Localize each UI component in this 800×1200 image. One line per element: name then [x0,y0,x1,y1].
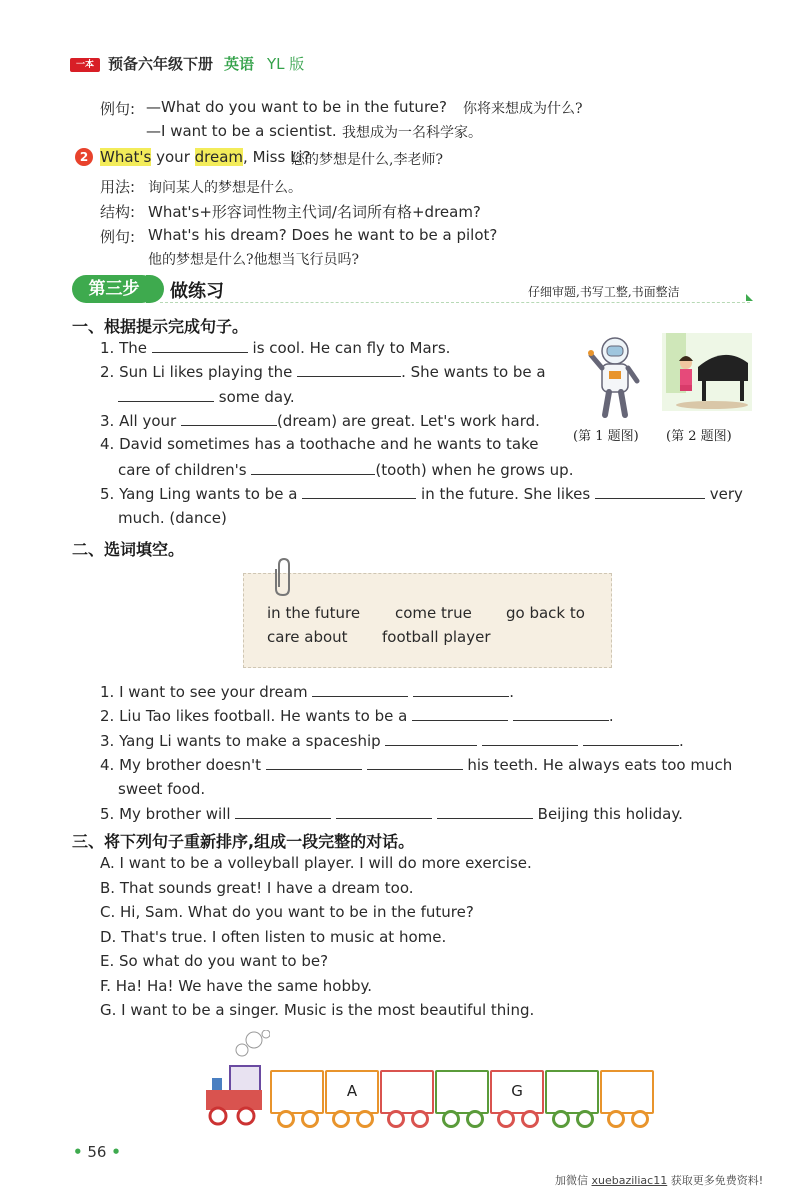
train-car-answer-box[interactable] [490,1070,544,1114]
s1-q4-cont: care of children's (tooth) when he grows up. [118,461,574,479]
answer-blank[interactable] [235,804,331,819]
answer-blank[interactable] [595,484,705,499]
train-wheel [332,1110,350,1128]
publisher-logo: 一本 [70,58,100,72]
usage-label: 用法: [100,178,136,196]
train-car-answer-box[interactable] [270,1070,324,1114]
word-option[interactable]: care about [267,628,348,646]
dialogue-line: A. I want to be a volleyball player. I will do more exercise. [100,854,532,872]
answer-blank[interactable] [181,411,277,426]
answer-blank[interactable] [583,731,679,746]
locomotive-icon [200,1030,270,1130]
corner-triangle-icon [746,294,753,301]
train-wheel [442,1110,460,1128]
point-2-heading [100,148,311,166]
section-1-title: 一、根据提示完成句子。 [72,317,249,336]
paperclip-icon [272,557,294,597]
dialogue-line: F. Ha! Ha! We have the same hobby. [100,977,373,995]
point-number-badge: 2 [75,148,93,166]
s2-q3: 3. Yang Li wants to make a spaceship . [100,732,684,750]
caption-2: (第 2 题图) [666,429,732,444]
astronaut-icon [585,333,643,423]
subject-label: 英语 [224,55,255,73]
heading-post: , Miss Li? [243,148,311,166]
train-car-answer-box[interactable] [600,1070,654,1114]
s1-q5-cont: much. (dance) [118,509,227,527]
book-title: 预备六年级下册 [108,55,214,73]
section-3-title: 三、将下列句子重新排序,组成一段完整的对话。 [72,832,415,851]
banner-divider [160,302,750,303]
s1-q5: 5. Yang Ling wants to be a in the future. She likes very [100,485,743,503]
step-banner: 第三步 [72,275,156,303]
train-wheel [411,1110,429,1128]
answer-blank[interactable] [513,706,609,721]
answer-blank[interactable] [251,460,375,475]
point-2-cn: 您的梦想是什么,李老师? [291,152,443,168]
answer-blank[interactable] [118,387,214,402]
example-label: 例句: [100,100,136,118]
dialogue-line: E. So what do you want to be? [100,952,329,970]
edition-label: YL 版 [267,55,305,73]
caption-1: (第 1 题图) [573,429,639,444]
answer-blank[interactable] [482,731,578,746]
example-2-cn: 他的梦想是什么?他想当飞行员吗? [148,252,360,268]
structure-text: What's+形容词性物主代词/名词所有格+dream? [148,203,481,221]
train-car-answer-box[interactable] [435,1070,489,1114]
train-car-answer-box[interactable] [380,1070,434,1114]
step-tip: 仔细审题,书写工整,书面整洁 [528,285,680,299]
dialogue-line: C. Hi, Sam. What do you want to be in the future? [100,903,474,921]
train-wheel [301,1110,319,1128]
word-option[interactable]: come true [395,604,472,622]
step-title: 做练习 [170,281,224,302]
dialogue-line: B. That sounds great! I have a dream too. [100,879,414,897]
train-wheel [387,1110,405,1128]
train-car-answer-box[interactable] [545,1070,599,1114]
answer-blank[interactable] [266,755,362,770]
example-line-1-cn: 你将来想成为什么? [463,101,583,117]
train-wheel [521,1110,539,1128]
train-wheel [607,1110,625,1128]
s2-q5: 5. My brother will Beijing this holiday. [100,805,683,823]
structure-label: 结构: [100,203,136,221]
dialogue-line: G. I want to be a singer. Music is the most beautiful thing. [100,1001,535,1019]
page-number: • 56 • [73,1143,121,1161]
answer-blank[interactable] [437,804,533,819]
example-2-label: 例句: [100,228,136,246]
train-wheel [356,1110,374,1128]
answer-blank[interactable] [367,755,463,770]
s1-q4: 4. David sometimes has a toothache and he wants to take [100,435,539,453]
answer-blank[interactable] [302,484,416,499]
train-car-label: A [346,1082,358,1100]
example-line-2-en: —I want to be a scientist. [146,122,337,140]
word-option[interactable]: in the future [267,604,361,622]
answer-train [200,1030,660,1130]
word-option[interactable]: go back to [506,604,585,622]
word-option[interactable]: football player [382,628,491,646]
footer-note: 加微信 xuebaziliac11 获取更多免费资料! [555,1174,764,1187]
answer-blank[interactable] [412,706,508,721]
section-2-title: 二、选词填空。 [72,540,185,559]
example-line-1-en: —What do you want to be in the future? [146,98,447,116]
s1-q1: 1. The is cool. He can fly to Mars. [100,339,451,357]
s2-q4: 4. My brother doesn't his teeth. He always eats too much [100,756,733,774]
s1-q3: 3. All your (dream) are great. Let's work hard. [100,412,540,430]
answer-blank[interactable] [336,804,432,819]
train-car-answer-box[interactable] [325,1070,379,1114]
heading-mid: your [151,148,195,166]
answer-blank[interactable] [152,338,248,353]
dialogue-line: D. That's true. I often listen to music at home. [100,928,447,946]
train-car-label: G [511,1082,523,1100]
train-wheel [466,1110,484,1128]
example-2-en: What's his dream? Does he want to be a pilot? [148,226,498,244]
example-line-2-cn: 我想成为一名科学家。 [342,125,482,141]
s1-q2-cont: some day. [118,387,295,406]
usage-text: 询问某人的梦想是什么。 [148,180,302,196]
train-wheel [576,1110,594,1128]
highlight-dream: dream [194,148,244,166]
girl-piano-icon [662,333,752,411]
answer-blank[interactable] [413,682,509,697]
s2-q2: 2. Liu Tao likes football. He wants to be a . [100,707,614,725]
answer-blank[interactable] [297,362,401,377]
answer-blank[interactable] [385,731,477,746]
answer-blank[interactable] [312,682,408,697]
train-wheel [277,1110,295,1128]
s1-q2: 2. Sun Li likes playing the . She wants to be a [100,363,546,381]
highlight-whats: What's [100,148,152,166]
train-wheel [552,1110,570,1128]
wechat-id-link[interactable]: xuebaziliac11 [591,1174,668,1187]
s2-q1: 1. I want to see your dream . [100,683,514,701]
s2-q4-cont: sweet food. [118,780,206,798]
train-wheel [631,1110,649,1128]
train-wheel [497,1110,515,1128]
